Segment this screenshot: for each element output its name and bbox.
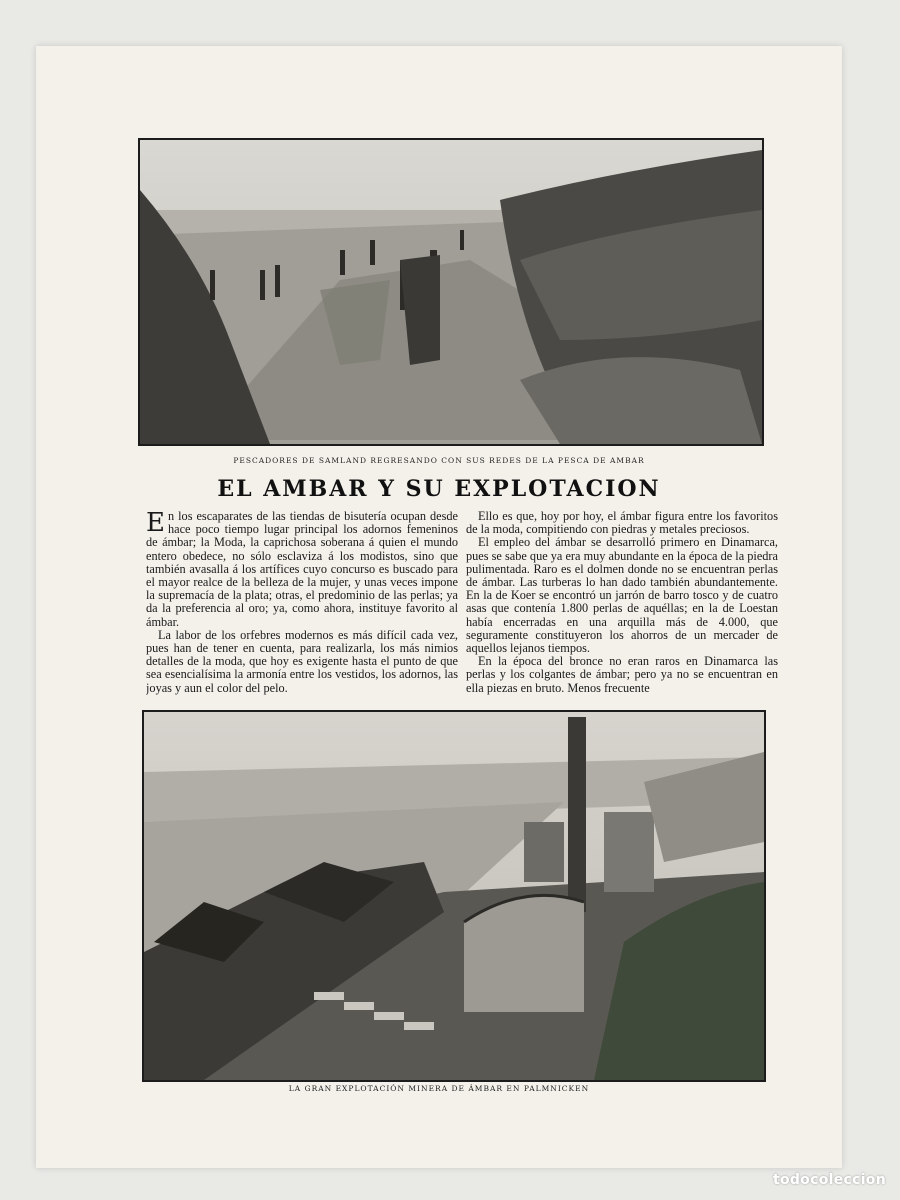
photo-caption-top: PESCADORES DE SAMLAND REGRESANDO CON SUS REDES DE LA PESCA DE AMBAR	[233, 456, 645, 465]
amber-mine-photo-illustration	[144, 712, 764, 1080]
paragraph-1-text: n los escaparates de las tiendas de bisutería ocupan desde hace poco tiempo lugar principal los adornos femeninos de ámbar; la Moda, la caprichosa soberana á quien el mundo entero obedece, no sólo esclaviza á los modistos, sino que también avasalla á los artífices cuyo concurso es buscado para el mayor realce de la belleza de la mujer, y unas veces impone la supremacía de la plata; otras, el predominio de las perlas; ya da la preferencia al oro; ya, como ahora, instituye favorito al ámbar.	[146, 510, 458, 629]
paragraph-4: El empleo del ámbar se desarrolló primero en Dinamarca, pues se sabe que ya era muy abundante en la época de la piedra pulimentada. Raro es el dolmen donde no se encuentran perlas de ámbar. Las turberas lo han dado también abundantemente. En la de Koer se encontró un jarrón de barro tosco y de cuatro asas que contenía 1.800 perlas de aquéllas; en la de Loestan había encerradas en una arquilla más de 4.000, que seguramente constituyeron los ahorros de un mercader de aquellos lejanos tiempos.	[466, 535, 778, 656]
fishermen-photo	[138, 138, 764, 446]
article-column-left	[146, 510, 458, 700]
magazine-page	[36, 46, 842, 1168]
photo-caption-bottom: LA GRAN EXPLOTACIÓN MINERA DE ÁMBAR EN PALMNICKEN	[288, 1084, 590, 1093]
paragraph-1	[146, 510, 458, 629]
drop-cap: E	[146, 510, 165, 538]
article-column-right	[466, 510, 778, 700]
paragraph-5: En la época del bronce no eran raros en Dinamarca las perlas y los colgantes de ámbar; pero ya no se encuentran en ella piezas en bruto. Menos frecuente	[466, 654, 778, 695]
amber-mine-photo	[142, 710, 766, 1082]
fishermen-photo-illustration	[140, 140, 762, 444]
article-title: EL AMBAR Y SU EXPLOTACION	[217, 476, 661, 502]
paragraph-2: La labor de los orfebres modernos es más difícil cada vez, pues han de tener en cuenta, para realizarla, los más nimios detalles de la moda, que hoy es exigente hasta el punto de que sea esencialísima la armonía entre los vestidos, los adornos, las joyas y aun el color del pelo.	[146, 627, 458, 695]
paragraph-3: Ello es que, hoy por hoy, el ámbar figura entre los favoritos de la moda, compitiendo con piedras y metales preciosos.	[466, 510, 778, 537]
watermark: todocoleccion	[772, 1172, 886, 1188]
